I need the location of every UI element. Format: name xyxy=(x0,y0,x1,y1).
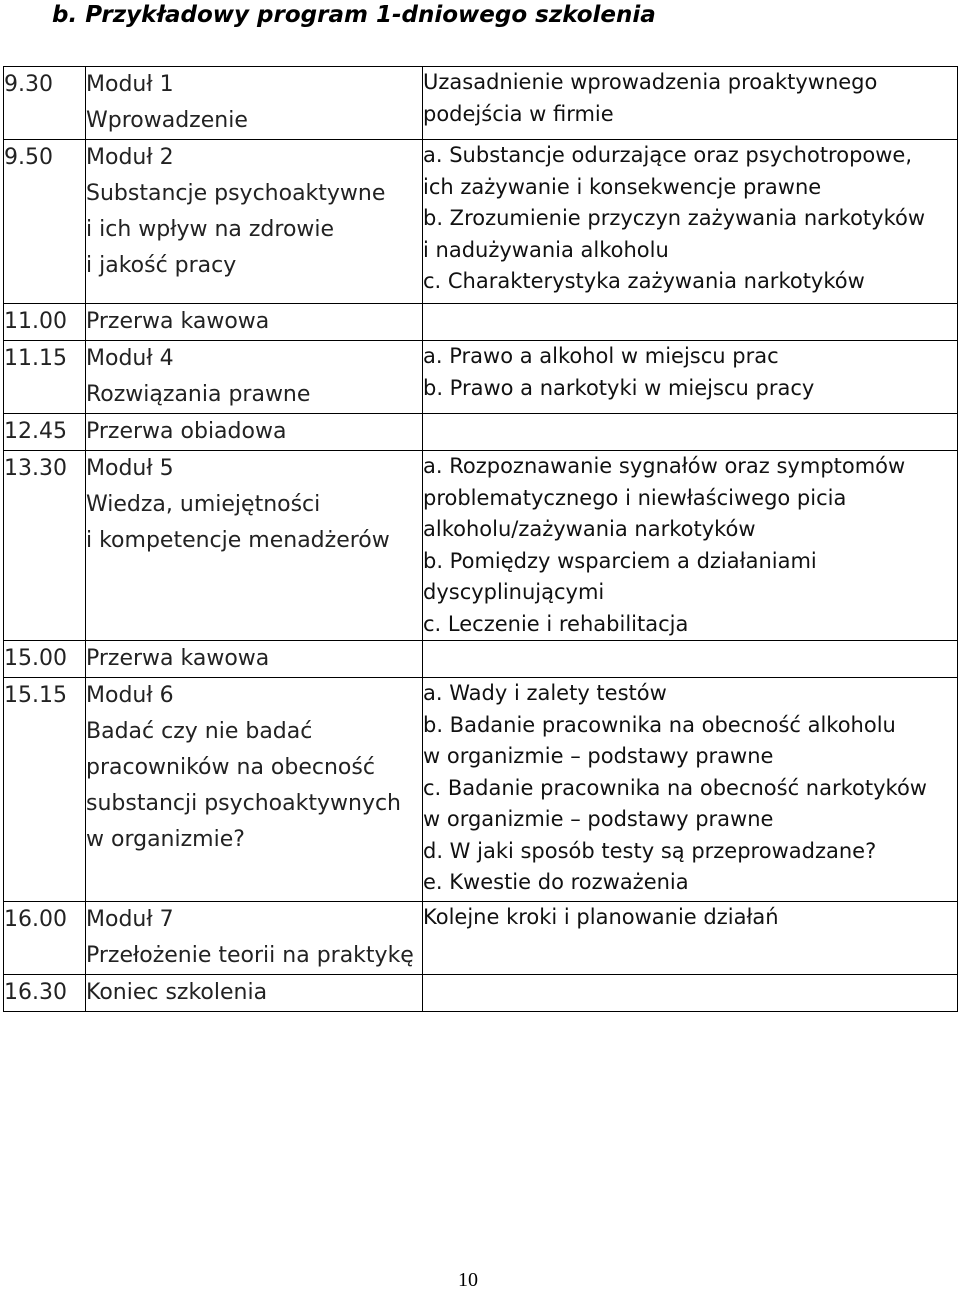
module-title-cell xyxy=(86,641,423,678)
description-line: a. Rozpoznawanie sygnałów oraz symptomów xyxy=(423,454,906,478)
module-title-line: i kompetencje menadżerów xyxy=(86,528,390,553)
module-title-cell xyxy=(86,451,423,641)
description-line: Uzasadnienie wprowadzenia proaktywnego xyxy=(423,70,878,94)
description-line: w organizmie – podstawy prawne xyxy=(423,744,774,768)
module-title-cell xyxy=(86,678,423,902)
module-description-cell xyxy=(423,414,958,451)
time-cell: 16.00 xyxy=(4,902,86,975)
table-row xyxy=(4,140,958,304)
description-line: e. Kwestie do rozważenia xyxy=(423,870,689,894)
module-description-cell xyxy=(423,67,958,140)
module-title-line: i ich wpływ na zdrowie xyxy=(86,217,335,242)
description-line: dyscyplinującymi xyxy=(423,580,605,604)
module-title-line: Przerwa obiadowa xyxy=(86,419,287,444)
table-row xyxy=(4,641,958,678)
page-number: 10 xyxy=(458,1269,478,1291)
module-description-cell xyxy=(423,641,958,678)
module-title-line: w organizmie? xyxy=(86,827,245,852)
table-row xyxy=(4,414,958,451)
time-cell: 13.30 xyxy=(4,451,86,641)
table-row xyxy=(4,341,958,414)
description-line: problematycznego i niewłaściwego picia xyxy=(423,485,847,510)
section-heading: b. Przykładowy program 1-dniowego szkolenia xyxy=(52,2,656,28)
description-line: ich zażywanie i konsekwencje prawne xyxy=(423,174,822,199)
time-cell: 15.00 xyxy=(4,641,86,678)
time-cell: 9.50 xyxy=(4,140,86,304)
module-title-line: Przełożenie teorii na praktykę xyxy=(86,943,414,968)
table-row xyxy=(4,451,958,641)
module-title-line: Substancje psychoaktywne xyxy=(86,181,386,206)
module-title-line: Przerwa kawowa xyxy=(86,646,270,671)
module-description-cell xyxy=(423,902,958,975)
description-line: d. W jaki sposób testy są przeprowadzane? xyxy=(423,838,877,863)
module-title-line: Moduł 1 xyxy=(86,72,174,97)
training-program-table xyxy=(3,66,958,1012)
module-title-cell xyxy=(86,975,423,1012)
time-cell: 12.45 xyxy=(4,414,86,451)
table-row xyxy=(4,902,958,975)
module-title-cell xyxy=(86,902,423,975)
description-line: w organizmie – podstawy prawne xyxy=(423,807,774,831)
module-title-line: Rozwiązania prawne xyxy=(86,382,311,407)
description-line: c. Charakterystyka zażywania narkotyków xyxy=(423,269,865,293)
module-title-line: Przerwa kawowa xyxy=(86,309,270,334)
time-cell: 11.15 xyxy=(4,341,86,414)
module-description-cell xyxy=(423,975,958,1012)
table-row xyxy=(4,67,958,140)
table-row xyxy=(4,975,958,1012)
description-line: Kolejne kroki i planowanie działań xyxy=(423,905,779,929)
module-title-line: substancji psychoaktywnych xyxy=(86,791,402,816)
module-title-cell xyxy=(86,67,423,140)
module-title-cell xyxy=(86,140,423,304)
time-cell: 9.30 xyxy=(4,67,86,140)
module-title-line: Moduł 7 xyxy=(86,907,174,932)
module-title-cell xyxy=(86,304,423,341)
description-line: b. Pomiędzy wsparciem a działaniami xyxy=(423,548,817,573)
module-title-line: Moduł 2 xyxy=(86,145,174,170)
description-line: b. Zrozumienie przyczyn zażywania narkotyków xyxy=(423,206,926,230)
description-line: b. Badanie pracownika na obecność alkoholu xyxy=(423,712,896,737)
description-line: alkoholu/zażywania narkotyków xyxy=(423,517,756,541)
description-line: a. Wady i zalety testów xyxy=(423,681,667,705)
module-title-cell xyxy=(86,414,423,451)
description-line: i nadużywania alkoholu xyxy=(423,237,669,262)
module-title-line: Wprowadzenie xyxy=(86,108,248,133)
module-description-cell xyxy=(423,678,958,902)
module-title-line: Moduł 5 xyxy=(86,456,174,481)
description-line: b. Prawo a narkotyki w miejscu pracy xyxy=(423,375,815,400)
time-cell: 11.00 xyxy=(4,304,86,341)
module-description-cell xyxy=(423,304,958,341)
module-title-line: Moduł 6 xyxy=(86,683,174,708)
description-line: c. Leczenie i rehabilitacja xyxy=(423,611,689,636)
module-title-line: Wiedza, umiejętności xyxy=(86,492,321,517)
description-line: a. Prawo a alkohol w miejscu prac xyxy=(423,344,779,368)
module-title-cell xyxy=(86,341,423,414)
description-line: podejścia w firmie xyxy=(423,101,614,126)
description-line: c. Badanie pracownika na obecność narkotyków xyxy=(423,775,927,800)
module-title-line: Badać czy nie badać xyxy=(86,719,313,744)
module-title-line: i jakość pracy xyxy=(86,253,237,278)
module-title-line: Koniec szkolenia xyxy=(86,980,268,1005)
module-title-line: pracowników na obecność xyxy=(86,755,375,780)
table-row xyxy=(4,678,958,902)
module-description-cell xyxy=(423,451,958,641)
time-cell: 15.15 xyxy=(4,678,86,902)
table-row xyxy=(4,304,958,341)
module-description-cell xyxy=(423,140,958,304)
description-line: a. Substancje odurzające oraz psychotropowe, xyxy=(423,143,913,167)
module-description-cell xyxy=(423,341,958,414)
time-cell: 16.30 xyxy=(4,975,86,1012)
module-title-line: Moduł 4 xyxy=(86,346,174,371)
